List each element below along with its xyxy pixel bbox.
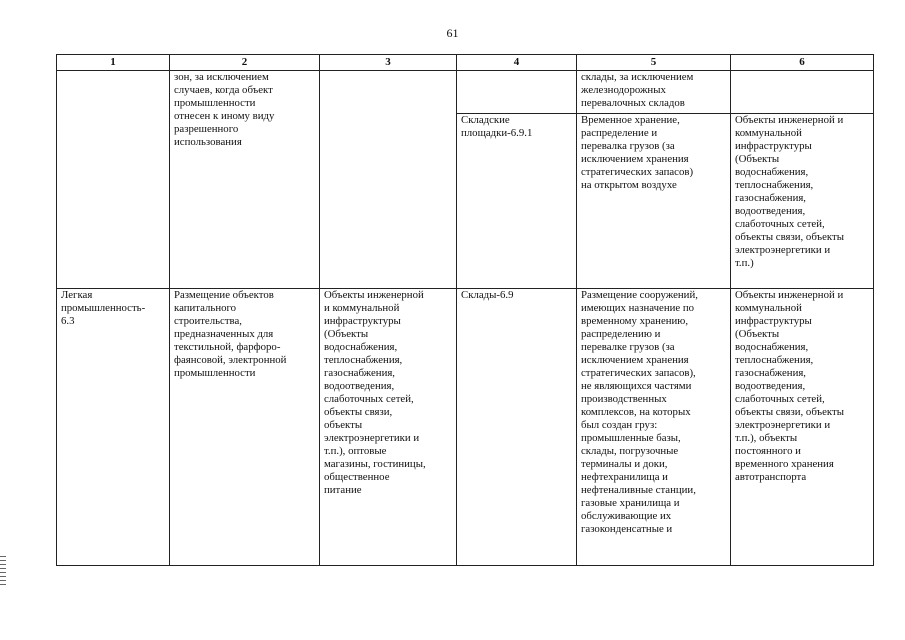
- column-header-6: 6: [731, 55, 874, 71]
- table-cell: Размещение объектов капитального строительства, предназначенных для текстильной, фарфоро- фаянсовой, электронной промышленности: [170, 289, 320, 566]
- table-cell: Объекты инженерной и коммунальной инфраструктуры (Объекты водоснабжения, теплоснабжения, газоснабжения, водоотведения, слаботочных сетей, объекты связи, объекты электроэнергетики и т.п.), объекты постоянного и временного хранения автотранспорта: [731, 289, 874, 566]
- column-header-5: 5: [577, 55, 731, 71]
- table-cell: [457, 71, 577, 114]
- column-header-3: 3: [320, 55, 457, 71]
- table-cell: Размещение сооружений, имеющих назначение по временному хранению, распределению и перевалке грузов (за исключением хранения стратегических запасов), не являющихся частями производственных комплексов, на которых был создан груз: промышленные базы, склады, погрузочные терминалы и доки, нефтехранилища и нефтеналивные станции, газовые хранилища и обслуживающие их газоконденсатные и: [577, 289, 731, 566]
- table-cell: Легкая промышленность- 6.3: [57, 289, 170, 566]
- table-cell: Объекты инженерной и коммунальной инфраструктуры (Объекты водоснабжения, теплоснабжения, газоснабжения, водоотведения, слаботочных сетей, объекты связи, объекты электроэнергетики и т.п.): [731, 114, 874, 289]
- table-cell: Склады-6.9: [457, 289, 577, 566]
- land-use-table: [56, 54, 874, 566]
- table-row: [57, 289, 874, 566]
- scan-margin-mark: [0, 556, 6, 586]
- table-cell: Временное хранение, распределение и перевалка грузов (за исключением хранения стратегических запасов) на открытом воздухе: [577, 114, 731, 289]
- table-header-row: [57, 55, 874, 71]
- table-cell: Объекты инженерной и коммунальной инфраструктуры (Объекты водоснабжения, теплоснабжения, газоснабжения, водоотведения, слаботочных сетей, объекты связи, объекты электроэнергетики и т.п.), оптовые магазины, гостиницы, общественное питание: [320, 289, 457, 566]
- table-cell: [731, 71, 874, 114]
- page-number: 61: [446, 26, 459, 40]
- table-cell: Складские площадки-6.9.1: [457, 114, 577, 289]
- table-cell: склады, за исключением железнодорожных перевалочных складов: [577, 71, 731, 114]
- table-cell: зон, за исключением случаев, когда объект промышленности отнесен к иному виду разрешенного использования: [170, 71, 320, 289]
- column-header-1: 1: [57, 55, 170, 71]
- column-header-4: 4: [457, 55, 577, 71]
- table-cell: [320, 71, 457, 289]
- table-row: [57, 71, 874, 114]
- column-header-2: 2: [170, 55, 320, 71]
- table-cell: [57, 71, 170, 289]
